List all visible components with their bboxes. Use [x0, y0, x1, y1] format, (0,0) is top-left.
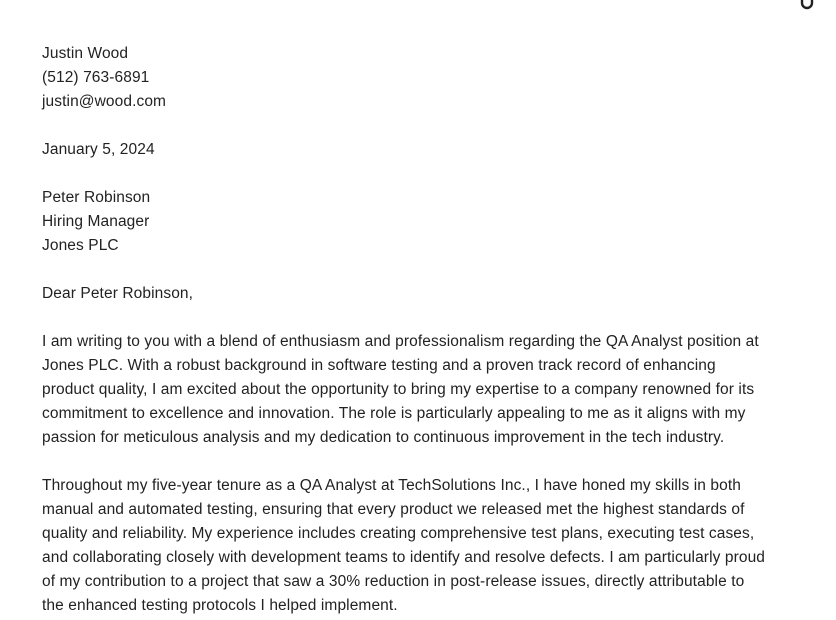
sender-block [42, 42, 792, 114]
recipient-title: Hiring Manager [42, 213, 150, 230]
paragraph-line: of my contribution to a project that saw a 30% reduction in post-release issues, directly attributable to [42, 573, 745, 590]
paragraph-line: Throughout my five-year tenure as a QA Analyst at TechSolutions Inc., I have honed my skills in both [42, 477, 741, 494]
paragraph-line: product quality, I am excited about the opportunity to bring my expertise to a company renowned for its [42, 381, 755, 398]
sender-name: Justin Wood [42, 45, 129, 62]
paragraph-line: and collaborating closely with development teams to identify and resolve defects. I am particularly proud [42, 549, 766, 566]
letter-date: January 5, 2024 [42, 141, 155, 158]
paragraph-line: commitment to excellence and innovation. The role is particularly appealing to me as it aligns with my [42, 405, 746, 422]
salutation-block [42, 282, 792, 306]
scroll-indicator-icon [800, 0, 814, 12]
sender-email: justin@wood.com [42, 93, 167, 110]
body-paragraph-1 [42, 330, 792, 450]
recipient-block [42, 186, 792, 258]
paragraph-line: passion for meticulous analysis and my dedication to continuous improvement in the tech industry. [42, 429, 725, 446]
recipient-name: Peter Robinson [42, 189, 151, 206]
paragraph-line: quality and reliability. My experience includes creating comprehensive test plans, executing test cases, [42, 525, 755, 542]
recipient-company: Jones PLC [42, 237, 119, 254]
sender-phone: (512) 763-6891 [42, 69, 150, 86]
body-paragraph-2 [42, 474, 792, 618]
date-block [42, 138, 792, 162]
paragraph-line: Jones PLC. With a robust background in software testing and a proven track record of enhancing [42, 357, 716, 374]
paragraph-line: the enhanced testing protocols I helped implement. [42, 597, 398, 614]
cover-letter [42, 42, 792, 620]
salutation: Dear Peter Robinson, [42, 285, 194, 302]
paragraph-line: manual and automated testing, ensuring that every product we released met the highest standards of [42, 501, 745, 518]
paragraph-line: I am writing to you with a blend of enthusiasm and professionalism regarding the QA Analyst position at [42, 333, 759, 350]
